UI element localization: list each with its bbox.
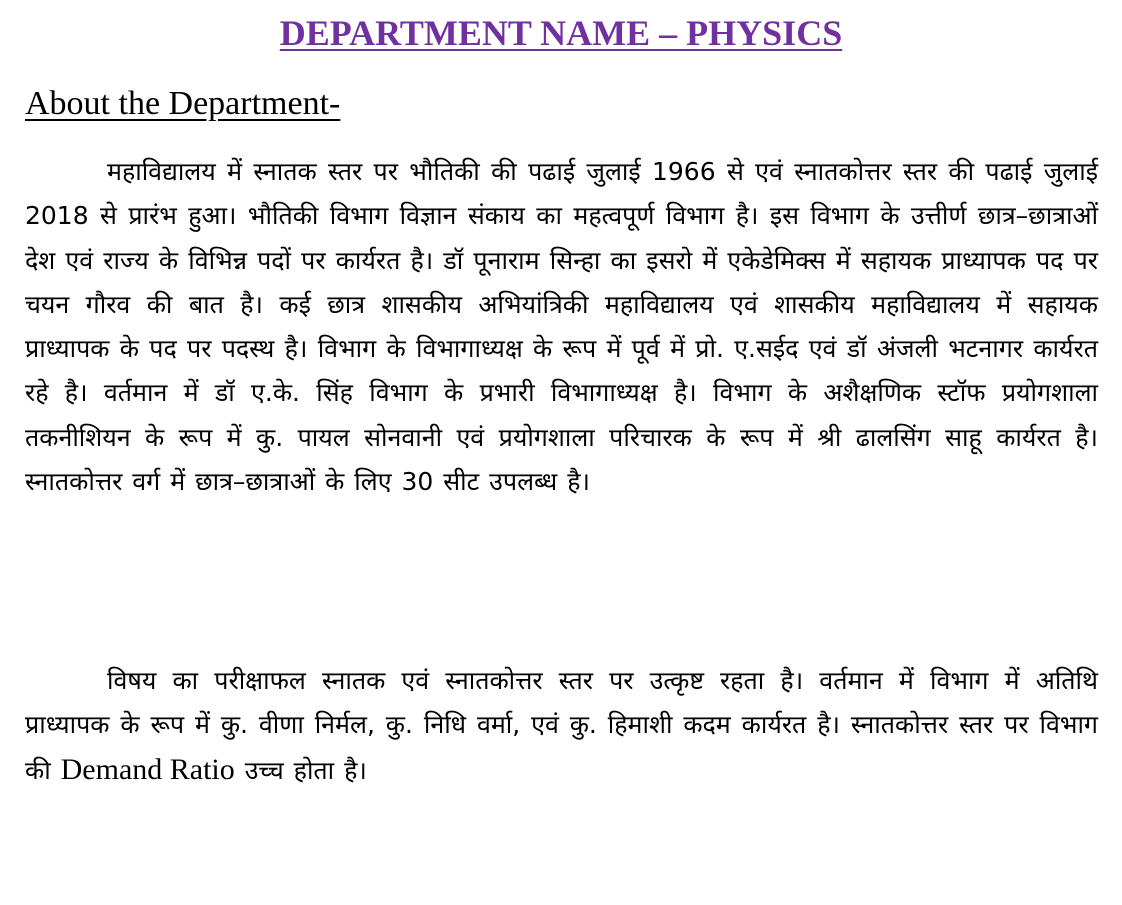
paragraph-about: महाविद्यालय में स्नातक स्तर पर भौतिकी की पढाई जुलाई 1966 से एवं स्नातकोत्तर स्तर की पढाई जुलाई 2018 से प्रारंभ हुआ। भौतिकी विभाग विज्ञान संकाय का महत्वपूर्ण विभाग है। इस विभाग के उत्तीर्ण छात्र–छात्राओं देश एवं राज्य के विभिन्न पदों पर कार्यरत है। डॉ पूनाराम सिन्हा का इसरो में एकेडेमिक्स में सहायक प्राध्यापक पद पर चयन गौरव की बात है। कई छात्र शासकीय अभियांत्रिकी महाविद्यालय एवं शासकीय महाविद्यालय में सहायक प्राध्यापक के पद पर पदस्थ है। विभाग के विभागाध्यक्ष के रूप में पूर्व में प्रो. ए.सईद एवं डॉ अंजली भटनागर कार्यरत रहे है। वर्तमान में डॉ ए.के. सिंह विभाग के प्रभारी विभागाध्यक्ष है। विभाग के अशैक्षणिक स्टॉफ प्रयोगशाला तकनीशियन के रूप में कु. पायल सोनवानी एवं प्रयोगशाला परिचारक के रूप में श्री ढालसिंग साहू कार्यरत है। स्नातकोत्तर वर्ग में छात्र–छात्राओं के लिए 30 सीट उपलब्ध है। xyxy=(25,157,1098,497)
paragraph-results-text: विषय का परीक्षाफल स्नातक एवं स्नातकोत्तर स्तर पर उत्कृष्ट रहता है। वर्तमान में विभाग में अतिथि प्राध्यापक के रूप में कु. वीणा निर्मल, कु. निधि वर्मा, एवं कु. हिमाशी कदम कार्यरत है। स्नातकोत्तर स्तर पर विभाग की xyxy=(25,666,1098,785)
page-title-text: DEPARTMENT NAME – PHYSICS xyxy=(279,13,843,53)
demand-ratio-term: Demand Ratio xyxy=(60,752,235,786)
page-title xyxy=(0,12,1122,54)
paragraph-results xyxy=(25,659,1098,793)
section-heading: About the Department- xyxy=(25,85,341,122)
paragraph-results-ending: उच्च होता है। xyxy=(244,755,367,785)
